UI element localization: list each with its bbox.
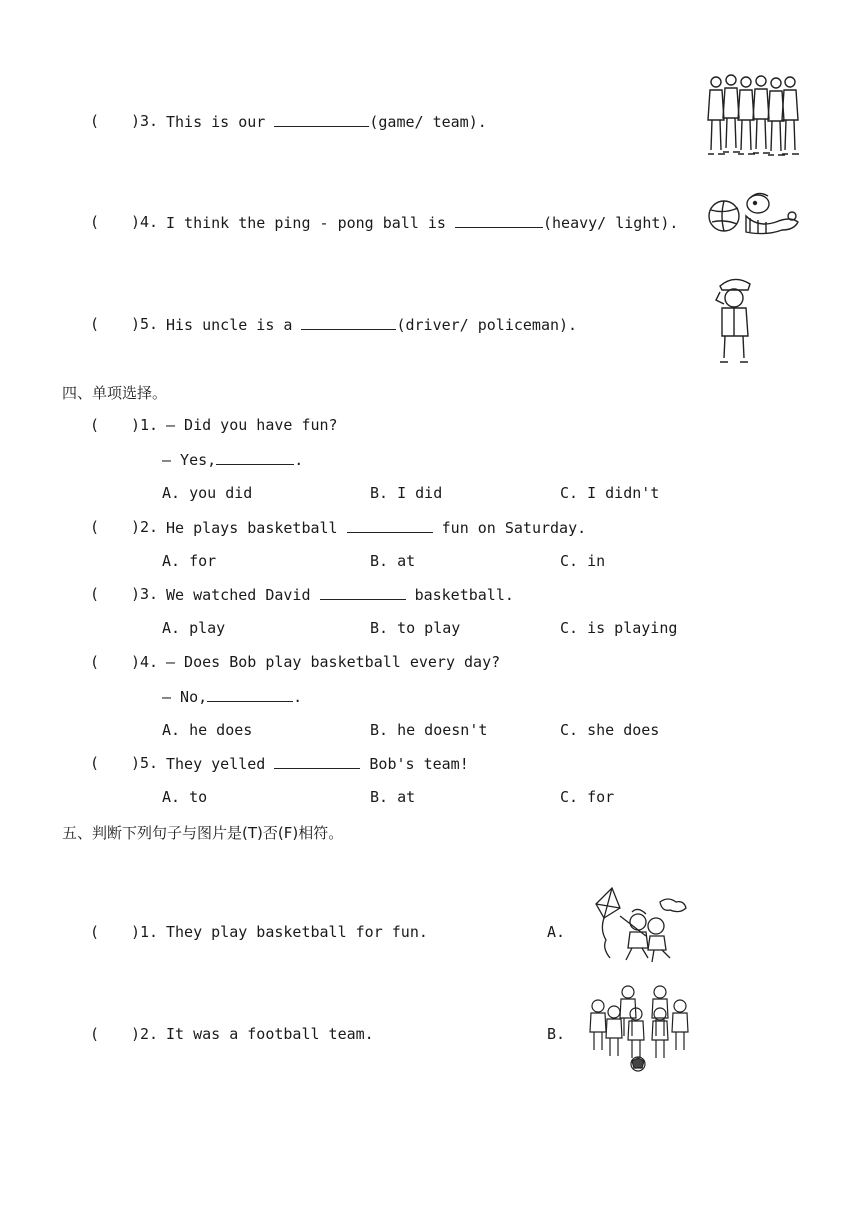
option-b[interactable]: B. at xyxy=(370,552,416,570)
question-number: )1. xyxy=(131,416,159,434)
fill-blank[interactable] xyxy=(301,315,396,330)
answer-paren: ( xyxy=(90,754,100,772)
option-c[interactable]: C. is playing xyxy=(560,619,678,637)
fill-blank[interactable] xyxy=(207,687,293,702)
answer-paren: ( xyxy=(90,923,100,941)
question-number: )3. xyxy=(131,585,159,603)
question-line2: — No, xyxy=(162,688,208,706)
question-number: )4. xyxy=(131,213,159,231)
question-line2: — Yes, xyxy=(162,451,217,469)
option-c[interactable]: C. I didn't xyxy=(560,484,660,502)
question-text: I think the ping - pong ball is xyxy=(166,214,446,232)
question-text: It was a football team. xyxy=(166,1025,374,1043)
question-number: )1. xyxy=(131,923,159,941)
question-choices: (heavy/ light). xyxy=(543,214,679,232)
fill-blank[interactable] xyxy=(455,213,543,228)
answer-paren: ( xyxy=(90,585,100,603)
question-text: His uncle is a xyxy=(166,316,293,334)
option-b[interactable]: B. I did xyxy=(370,484,443,502)
question-choices: (driver/ policeman). xyxy=(396,316,578,334)
question-number: )5. xyxy=(131,754,159,772)
option-b[interactable]: B. at xyxy=(370,788,416,806)
question-number: )3. xyxy=(131,112,159,130)
question-text: — Did you have fun? xyxy=(166,416,338,434)
answer-paren: ( xyxy=(90,112,100,130)
answer-paren: ( xyxy=(90,416,100,434)
question-text: We watched David xyxy=(166,586,311,604)
policeman-illustration xyxy=(712,274,758,366)
option-c[interactable]: C. she does xyxy=(560,721,660,739)
option-c[interactable]: C. in xyxy=(560,552,606,570)
option-c[interactable]: C. for xyxy=(560,788,615,806)
fill-blank[interactable] xyxy=(320,585,406,600)
fill-blank[interactable] xyxy=(274,112,369,127)
option-a[interactable]: A. play xyxy=(162,619,226,637)
question-number: )5. xyxy=(131,315,159,333)
answer-paren: ( xyxy=(90,518,100,536)
question-text-end: Bob's team! xyxy=(369,755,469,773)
answer-paren: ( xyxy=(90,1025,100,1043)
basketball-team-illustration xyxy=(704,70,800,160)
picture-letter: B. xyxy=(547,1025,566,1043)
option-a[interactable]: A. for xyxy=(162,552,217,570)
fill-blank[interactable] xyxy=(216,450,294,465)
section4-title: 四、单项选择。 xyxy=(62,384,168,402)
fill-blank[interactable] xyxy=(274,754,360,769)
kids-flying-kite-illustration xyxy=(590,886,690,966)
question-text-end: basketball. xyxy=(414,586,514,604)
option-a[interactable]: A. you did xyxy=(162,484,253,502)
question-choices: (game/ team). xyxy=(369,113,487,131)
question-text: — Does Bob play basketball every day? xyxy=(166,653,501,671)
question-text: This is our xyxy=(166,113,266,131)
option-b[interactable]: B. he doesn't xyxy=(370,721,488,739)
option-b[interactable]: B. to play xyxy=(370,619,461,637)
question-number: )2. xyxy=(131,1025,159,1043)
fill-blank[interactable] xyxy=(347,518,433,533)
question-text: He plays basketball xyxy=(166,519,338,537)
question-text-end: fun on Saturday. xyxy=(441,519,587,537)
answer-paren: ( xyxy=(90,315,100,333)
answer-paren: ( xyxy=(90,213,100,231)
option-a[interactable]: A. to xyxy=(162,788,208,806)
question-number: )2. xyxy=(131,518,159,536)
section5-title: 五、判断下列句子与图片是(T)否(F)相符。 xyxy=(62,824,344,842)
question-text: They play basketball for fun. xyxy=(166,923,428,941)
question-text: They yelled xyxy=(166,755,266,773)
ping-pong-player-illustration xyxy=(706,186,802,246)
question-number: )4. xyxy=(131,653,159,671)
answer-paren: ( xyxy=(90,653,100,671)
football-team-illustration xyxy=(586,984,692,1072)
option-a[interactable]: A. he does xyxy=(162,721,253,739)
picture-letter: A. xyxy=(547,923,566,941)
